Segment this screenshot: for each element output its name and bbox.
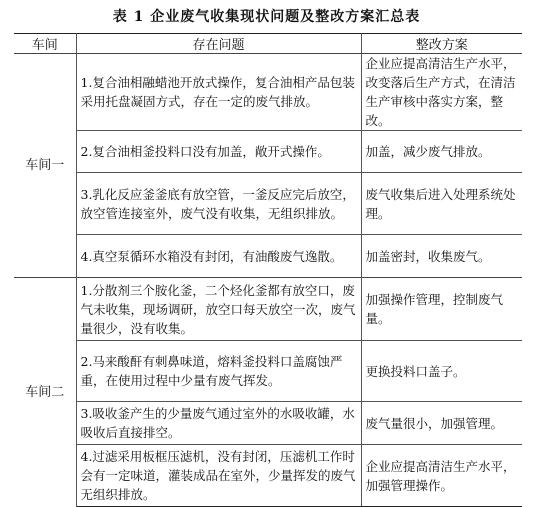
fix-cell: 企业应提高清洁生产水平，改变落后生产方式，在清洁生产审核中落实方案，整改。 bbox=[361, 54, 522, 131]
workshop-cell: 车间一 bbox=[14, 54, 76, 278]
issue-cell: 4.真空泵循环水箱没有封闭，有油酸废气逸散。 bbox=[76, 235, 361, 278]
fix-cell: 废气量很小，加强管理。 bbox=[361, 402, 522, 445]
workshop-cell: 车间二 bbox=[14, 278, 76, 507]
issue-cell: 4.过滤采用板框压滤机，没有封闭，压滤机工作时会有一定味道，灌装成品在室外，少量挥发的废气无组织排放。 bbox=[76, 445, 361, 507]
table-row bbox=[14, 173, 522, 235]
fix-cell: 企业应提高清洁生产水平，加强管理操作。 bbox=[361, 445, 522, 507]
header-row bbox=[14, 34, 522, 54]
issue-cell: 3.吸收釜产生的少量废气通过室外的水吸收罐，水吸收后直接排空。 bbox=[76, 402, 361, 445]
fix-cell: 加盖，减少废气排放。 bbox=[361, 131, 522, 173]
issue-cell: 3.乳化反应釜釜底有放空管，一釜反应完后放空，放空管连接室外，废气没有收集，无组织排放。 bbox=[76, 173, 361, 235]
header-issue: 存在问题 bbox=[76, 34, 361, 54]
table-row bbox=[14, 235, 522, 278]
table-row bbox=[14, 341, 522, 402]
summary-table bbox=[14, 33, 522, 507]
fix-cell: 加强操作管理，控制废气量。 bbox=[361, 278, 522, 341]
fix-cell: 加盖密封，收集废气。 bbox=[361, 235, 522, 278]
issue-cell: 1.分散剂三个胺化釜，二个烃化釜都有放空口，废气未收集，现场调研，放空口每天放空一次，废气量很少，没有收集。 bbox=[76, 278, 361, 341]
fix-cell: 废气收集后进入处理系统处理。 bbox=[361, 173, 522, 235]
table-row bbox=[14, 445, 522, 507]
issue-cell: 1.复合油相融蜡池开放式操作，复合油相产品包装采用托盘凝固方式，存在一定的废气排放。 bbox=[76, 54, 361, 131]
issue-cell: 2.复合油相釜投料口没有加盖，敞开式操作。 bbox=[76, 131, 361, 173]
issue-cell: 2.马来酸酐有刺鼻味道，熔料釜投料口盖腐蚀严重，在使用过程中少量有废气挥发。 bbox=[76, 341, 361, 402]
table-row bbox=[14, 54, 522, 131]
header-workshop: 车间 bbox=[14, 34, 76, 54]
table-title: 表 1 企业废气收集现状问题及整改方案汇总表 bbox=[112, 9, 421, 25]
table-row bbox=[14, 131, 522, 173]
table-row bbox=[14, 278, 522, 341]
header-fix: 整改方案 bbox=[361, 34, 522, 54]
fix-cell: 更换投料口盖子。 bbox=[361, 341, 522, 402]
table-row bbox=[14, 402, 522, 445]
